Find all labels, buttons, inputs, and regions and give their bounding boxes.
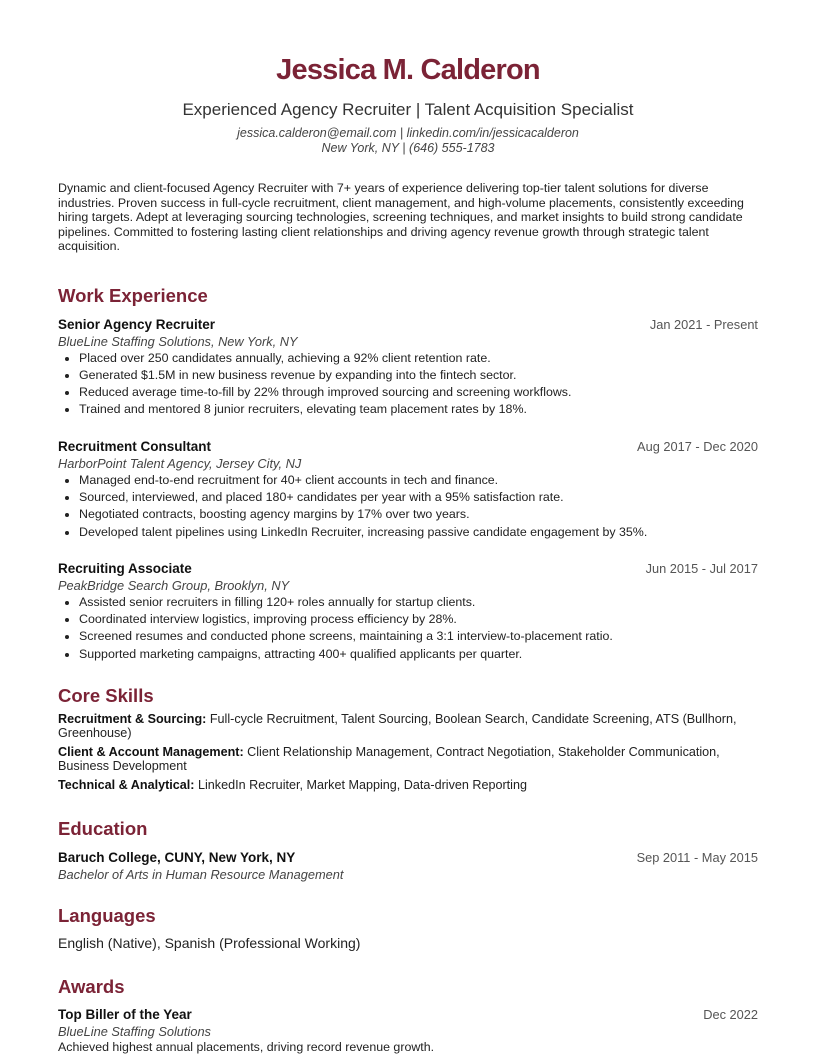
job-company: BlueLine Staffing Solutions, New York, NY	[58, 333, 298, 349]
candidate-name: Jessica M. Calderon	[276, 54, 540, 86]
award-entry	[58, 1006, 758, 1054]
job-title: Recruitment Consultant	[58, 438, 212, 454]
skill-values: Client Relationship Management, Contract Negotiation, Stakeholder Communication, Business Development	[58, 745, 720, 774]
award-date: Dec 2022	[703, 1007, 758, 1023]
professional-summary: Dynamic and client-focused Agency Recruiter with 7+ years of experience delivering top-tier talent solutions for diverse industries. Proven success in full-cycle recruitment, client management, and high-volume placements, consistently exceeding hiring targets. Adept at leveraging sourcing technologies, screening techniques, and market insights to build strong candidate pipelines. Committed to fostering lasting client relationships and driving agency revenue growth through strategic talent acquisition.	[58, 181, 744, 253]
job-dates: Aug 2017 - Dec 2020	[637, 438, 758, 454]
skill-category: Client & Account Management:	[58, 745, 244, 760]
job-entry	[58, 316, 758, 419]
job-bullet: • Screened resumes and conducted phone screens, maintaining a 3:1 interview-to-placement ratio.	[79, 628, 758, 645]
skill-row	[58, 745, 758, 773]
education-entry	[58, 849, 758, 883]
skill-row	[58, 712, 758, 740]
skill-category: Recruitment & Sourcing:	[58, 712, 207, 727]
job-header	[58, 438, 758, 455]
job-company: PeakBridge Search Group, Brooklyn, NY	[58, 577, 290, 593]
award-description: Achieved highest annual placements, driving record revenue growth.	[58, 1040, 435, 1055]
job-header	[58, 316, 758, 333]
skill-row	[58, 778, 758, 792]
job-bullet: • Trained and mentored 8 junior recruiters, elevating team placement rates by 18%.	[79, 401, 758, 418]
job-title: Senior Agency Recruiter	[58, 316, 216, 332]
skills-list	[58, 712, 758, 792]
school-name: Baruch College, CUNY, New York, NY	[58, 850, 296, 866]
job-dates: Jan 2021 - Present	[649, 316, 758, 332]
job-bullet: • Reduced average time-to-fill by 22% through improved sourcing and screening workflows.	[79, 384, 758, 401]
job-bullet: • Placed over 250 candidates annually, achieving a 92% client retention rate.	[79, 350, 758, 367]
job-bullet: • Managed end-to-end recruitment for 40+ client accounts in tech and finance.	[79, 472, 758, 489]
job-company: HarborPoint Talent Agency, Jersey City, NJ	[58, 455, 302, 471]
skill-category: Technical & Analytical:	[58, 778, 195, 793]
job-bullet: • Assisted senior recruiters in filling 120+ roles annually for startup clients.	[79, 594, 758, 611]
job-entry	[58, 438, 758, 541]
skill-values: LinkedIn Recruiter, Market Mapping, Data-driven Reporting	[194, 778, 527, 793]
job-bullet: • Supported marketing campaigns, attracting 400+ qualified applicants per quarter.	[79, 646, 758, 663]
job-bullets	[58, 594, 758, 663]
degree: Bachelor of Arts in Human Resource Management	[58, 867, 344, 883]
award-header	[58, 1006, 758, 1023]
job-bullet: • Generated $1.5M in new business revenue by expanding into the fintech sector.	[79, 367, 758, 384]
education-dates: Sep 2011 - May 2015	[636, 850, 758, 866]
skill-values: Full-cycle Recruitment, Talent Sourcing, Boolean Search, Candidate Screening, ATS (Bullhorn, Greenhouse)	[58, 712, 737, 741]
section-title-awards: Awards	[58, 976, 125, 998]
job-bullets	[58, 472, 758, 541]
contact-line-email-linkedin: jessica.calderon@email.com | linkedin.com/in/jessicacalderon	[237, 126, 579, 140]
contact-line-location-phone: New York, NY | (646) 555-1783	[321, 141, 495, 155]
job-bullets	[58, 350, 758, 419]
job-entry	[58, 560, 758, 663]
section-title-education: Education	[58, 818, 148, 840]
job-bullet: • Sourced, interviewed, and placed 180+ candidates per year with a 95% satisfaction rate.	[79, 489, 758, 506]
education-header	[58, 849, 758, 866]
headline: Experienced Agency Recruiter | Talent Acquisition Specialist	[182, 100, 634, 119]
job-header	[58, 560, 758, 577]
award-name: Top Biller of the Year	[58, 1007, 192, 1023]
section-title-languages: Languages	[58, 905, 156, 927]
award-organization: BlueLine Staffing Solutions	[58, 1024, 211, 1040]
job-bullet: • Negotiated contracts, boosting agency margins by 17% over two years.	[79, 506, 758, 523]
section-title-work-experience: Work Experience	[58, 284, 208, 306]
job-dates: Jun 2015 - Jul 2017	[645, 560, 758, 576]
section-title-core-skills: Core Skills	[58, 685, 154, 707]
job-title: Recruiting Associate	[58, 560, 192, 576]
languages-text: English (Native), Spanish (Professional Working)	[58, 935, 361, 952]
job-bullet: • Developed talent pipelines using LinkedIn Recruiter, increasing passive candidate engagement by 35%.	[79, 524, 758, 541]
job-bullet: • Coordinated interview logistics, improving process efficiency by 28%.	[79, 611, 758, 628]
